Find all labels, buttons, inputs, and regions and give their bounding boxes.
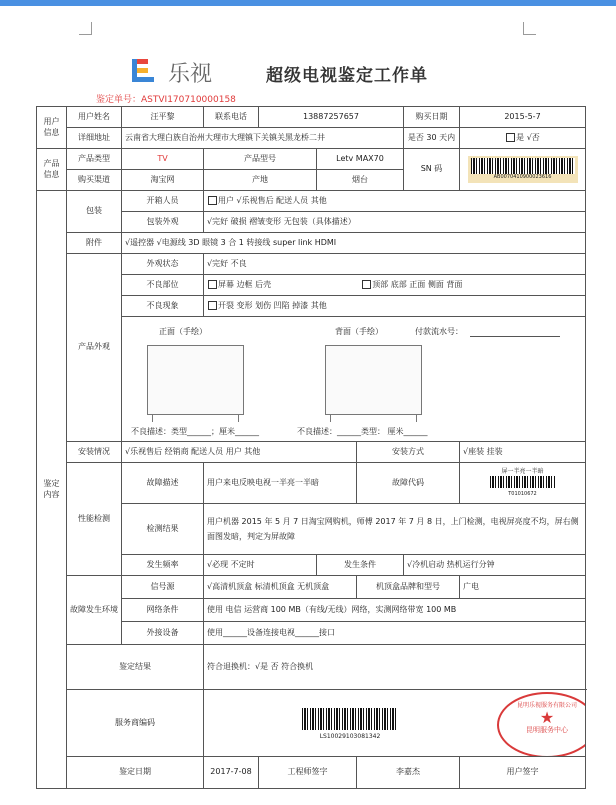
- crop-mark: [523, 22, 536, 35]
- appraisal-result: 符合退换机：√是 否 符合换机: [204, 645, 586, 690]
- stb-brand: 广电: [460, 576, 586, 599]
- service-stamp: 昆明乐视服务有限公司 ★ 昆明服务中心: [497, 692, 586, 757]
- user-info-label: 用户信息: [37, 107, 67, 149]
- service-code-label: 服务商编码: [67, 690, 204, 757]
- install-options: √乐视售后 经销商 配送人员 用户 其他: [122, 442, 357, 463]
- product-model-label: 产品型号: [204, 149, 317, 170]
- packaging-label: 包装: [67, 191, 122, 233]
- ext-device: 使用______设备连接电视______接口: [204, 622, 586, 645]
- payment-serial-line: [470, 336, 560, 337]
- service-code-cell: [204, 690, 586, 757]
- payment-serial-label: 付款流水号：: [415, 327, 463, 336]
- fault-code-label: 故障代码: [357, 463, 460, 504]
- fault-desc-label: 故障描述: [122, 463, 204, 504]
- product-type: TV: [122, 149, 204, 170]
- user-address: 云南省大理白族自治州大理市大理镇下关镇关黑龙桥二井: [122, 128, 404, 149]
- install-method-label: 安装方式: [357, 442, 460, 463]
- footer-date-label: 鉴定日期: [67, 757, 204, 789]
- within30-options: 是 √否: [460, 128, 586, 149]
- within30-label: 是否 30 天内: [404, 128, 460, 149]
- exterior-label: 产品外观: [67, 254, 122, 442]
- purchase-channel: 淘宝网: [122, 170, 204, 191]
- checkbox-icon: [362, 280, 371, 289]
- checkbox-icon: [208, 196, 217, 205]
- checkbox-icon: [208, 301, 217, 310]
- pack-appearance-options: √完好 破损 褶皱变形 无包装（具体描述）: [204, 212, 586, 233]
- performance-label: 性能检测: [67, 463, 122, 576]
- ext-state-label: 外观状态: [122, 254, 204, 275]
- pack-appearance-label: 包装外观: [122, 212, 204, 233]
- front-sketch-label: 正面（手绘）: [159, 327, 207, 336]
- inspection-result: 用户机器 2015 年 5 月 7 日淘宝网购机，师傅 2017 年 7 月 8 日，上门检测，电视屏亮度不均，屏右侧面图发暗，判定为屏故障: [204, 504, 586, 555]
- user-phone: 13887257657: [259, 107, 404, 128]
- checkbox-icon: [208, 280, 217, 289]
- sn-barcode: AB0070410900023616: [460, 149, 586, 191]
- logo-text: 乐视: [168, 61, 213, 87]
- crop-mark: [79, 22, 92, 35]
- checkbox-icon: [506, 133, 515, 142]
- bad-phen-options: 开裂 变形 划伤 凹陷 掉漆 其他: [204, 296, 586, 317]
- defect-desc-1: 不良描述：类型______；厘米______: [131, 427, 259, 436]
- back-sketch-label: 背面（手绘）: [335, 327, 383, 336]
- product-model: Letv MAX70: [317, 149, 404, 170]
- engineer-signature: 李嘉杰: [357, 757, 460, 789]
- product-origin: 烟台: [317, 170, 404, 191]
- signal-label: 信号源: [122, 576, 204, 599]
- product-info-label: 产品信息: [37, 149, 67, 191]
- accessories-label: 附件: [67, 233, 122, 254]
- fault-desc: 用户来电反映电视一半亮一半暗: [204, 463, 357, 504]
- opener-label: 开箱人员: [122, 191, 204, 212]
- install-method-options: √座装 挂装: [460, 442, 586, 463]
- form-title: 超级电视鉴定工作单: [266, 66, 428, 86]
- back-tv-sketch: [325, 345, 422, 415]
- cond-options: √冷机启动 热机运行分钟: [404, 555, 586, 576]
- bad-phen-label: 不良现象: [122, 296, 204, 317]
- letv-logo-icon: [130, 57, 164, 87]
- cond-label: 发生条件: [317, 555, 404, 576]
- sketch-area: [122, 317, 586, 442]
- address-label: 详细地址: [67, 128, 122, 149]
- front-tv-sketch: [147, 345, 244, 415]
- accessories-options: √遥控器 √电源线 3D 眼镜 3 合 1 转接线 super link HDMI: [122, 233, 586, 254]
- origin-label: 产地: [204, 170, 317, 191]
- result-label: 检测结果: [122, 504, 204, 555]
- ext-device-label: 外接设备: [122, 622, 204, 645]
- bad-part-label: 不良部位: [122, 275, 204, 296]
- freq-options: √必现 不定时: [204, 555, 317, 576]
- phone-label: 联系电话: [204, 107, 259, 128]
- sn-label: SN 码: [404, 149, 460, 191]
- bad-part-options: 屏幕 边框 后壳 顶部 底部 正面 侧面 背面: [204, 275, 586, 296]
- top-bar: [0, 0, 616, 6]
- install-label: 安装情况: [67, 442, 122, 463]
- channel-label: 购买渠道: [67, 170, 122, 191]
- purchase-date: 2015-5-7: [460, 107, 586, 128]
- opener-options: 用户 √乐视售后 配送人员 其他: [204, 191, 586, 212]
- barcode-icon: [302, 708, 398, 730]
- user-sign-label: 用户签字: [460, 757, 586, 789]
- freq-label: 发生频率: [122, 555, 204, 576]
- stb-label: 机顶盒品牌和型号: [357, 576, 460, 599]
- appraisal-table: [36, 106, 586, 789]
- engineer-label: 工程师签字: [259, 757, 357, 789]
- product-type-label: 产品类型: [67, 149, 122, 170]
- environment-label: 故障发生环境: [67, 576, 122, 645]
- footer-date: 2017-7-08: [204, 757, 259, 789]
- fault-code: 屏一半亮一半暗 T01010672: [460, 463, 586, 504]
- signal-options: √高清机顶盒 标清机顶盒 无机顶盒: [204, 576, 357, 599]
- barcode-icon: [490, 476, 556, 488]
- user-name: 汪平黎: [122, 107, 204, 128]
- ext-state-options: √完好 不良: [204, 254, 586, 275]
- barcode-icon: [471, 158, 575, 174]
- service-barcode: LS10029103081342: [302, 708, 398, 741]
- order-number: 鉴定单号：ASTVI170710000158: [96, 95, 236, 105]
- network-condition: 使用 电信 运营商 100 MB（有线/无线）网络，实测网络带宽 100 MB: [204, 599, 586, 622]
- purchase-date-label: 购买日期: [404, 107, 460, 128]
- name-label: 用户姓名: [67, 107, 122, 128]
- network-label: 网络条件: [122, 599, 204, 622]
- letv-logo: [130, 55, 212, 89]
- appraisal-result-label: 鉴定结果: [67, 645, 204, 690]
- star-icon: ★: [539, 707, 555, 727]
- appraisal-label: 鉴定内容: [37, 191, 67, 789]
- defect-desc-2: 不良描述：______类型： 厘米______: [297, 427, 428, 436]
